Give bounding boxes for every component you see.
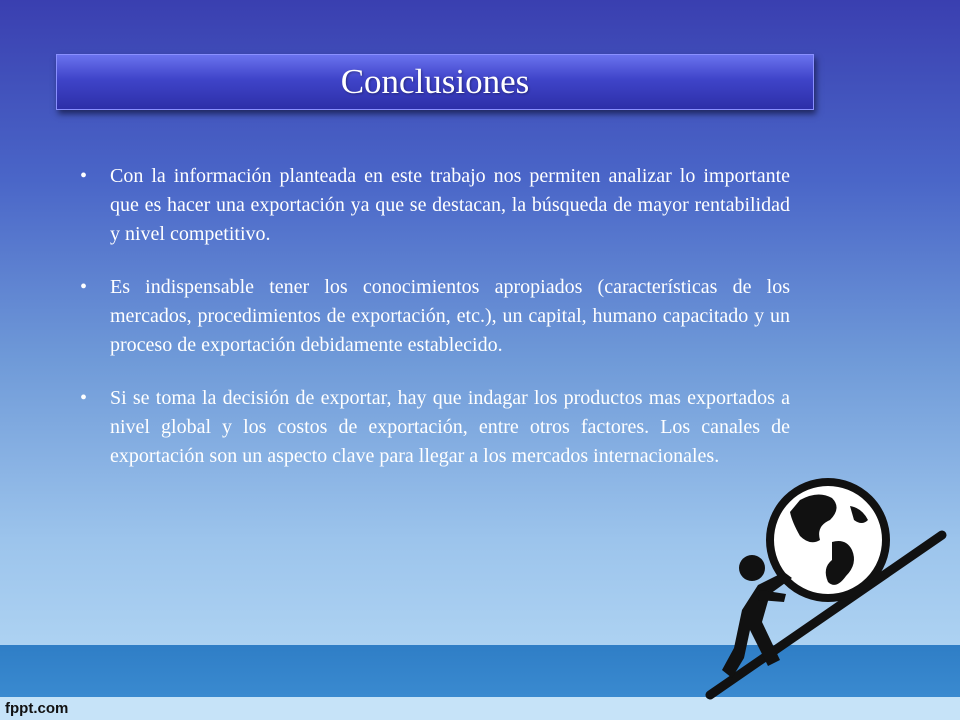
bullet-item: [80, 384, 790, 471]
slide-title: Conclusiones: [340, 62, 530, 101]
title-box: [56, 54, 814, 110]
bullet-text: Es indispensable tener los conocimientos apropiados (características de los mercados, procedimientos de exportación, etc.), un capital, humano capacitado y un proceso de exportación debidamente establecido.: [110, 276, 790, 356]
bullet-marker: •: [80, 165, 88, 187]
bullet-text: Si se toma la decisión de exportar, hay que indagar los productos mas exportados a nivel global y los costos de exportación, entre otros factores. Los canales de exportación son un aspecto clave para llegar a los mercados internacionales.: [110, 387, 790, 467]
person-pushing-globe-uphill-icon: [700, 470, 950, 710]
bullet-list: [80, 162, 790, 495]
bullet-text: Con la información planteada en este trabajo nos permiten analizar lo importante que es hacer una exportación ya que se destacan, la búsqueda de mayor rentabilidad y nivel competitivo.: [110, 165, 790, 245]
bullet-marker: •: [80, 276, 88, 298]
bullet-marker: •: [80, 387, 88, 409]
brand-label: fppt.com: [5, 700, 69, 717]
bullet-item: [80, 273, 790, 360]
bullet-item: [80, 162, 790, 249]
